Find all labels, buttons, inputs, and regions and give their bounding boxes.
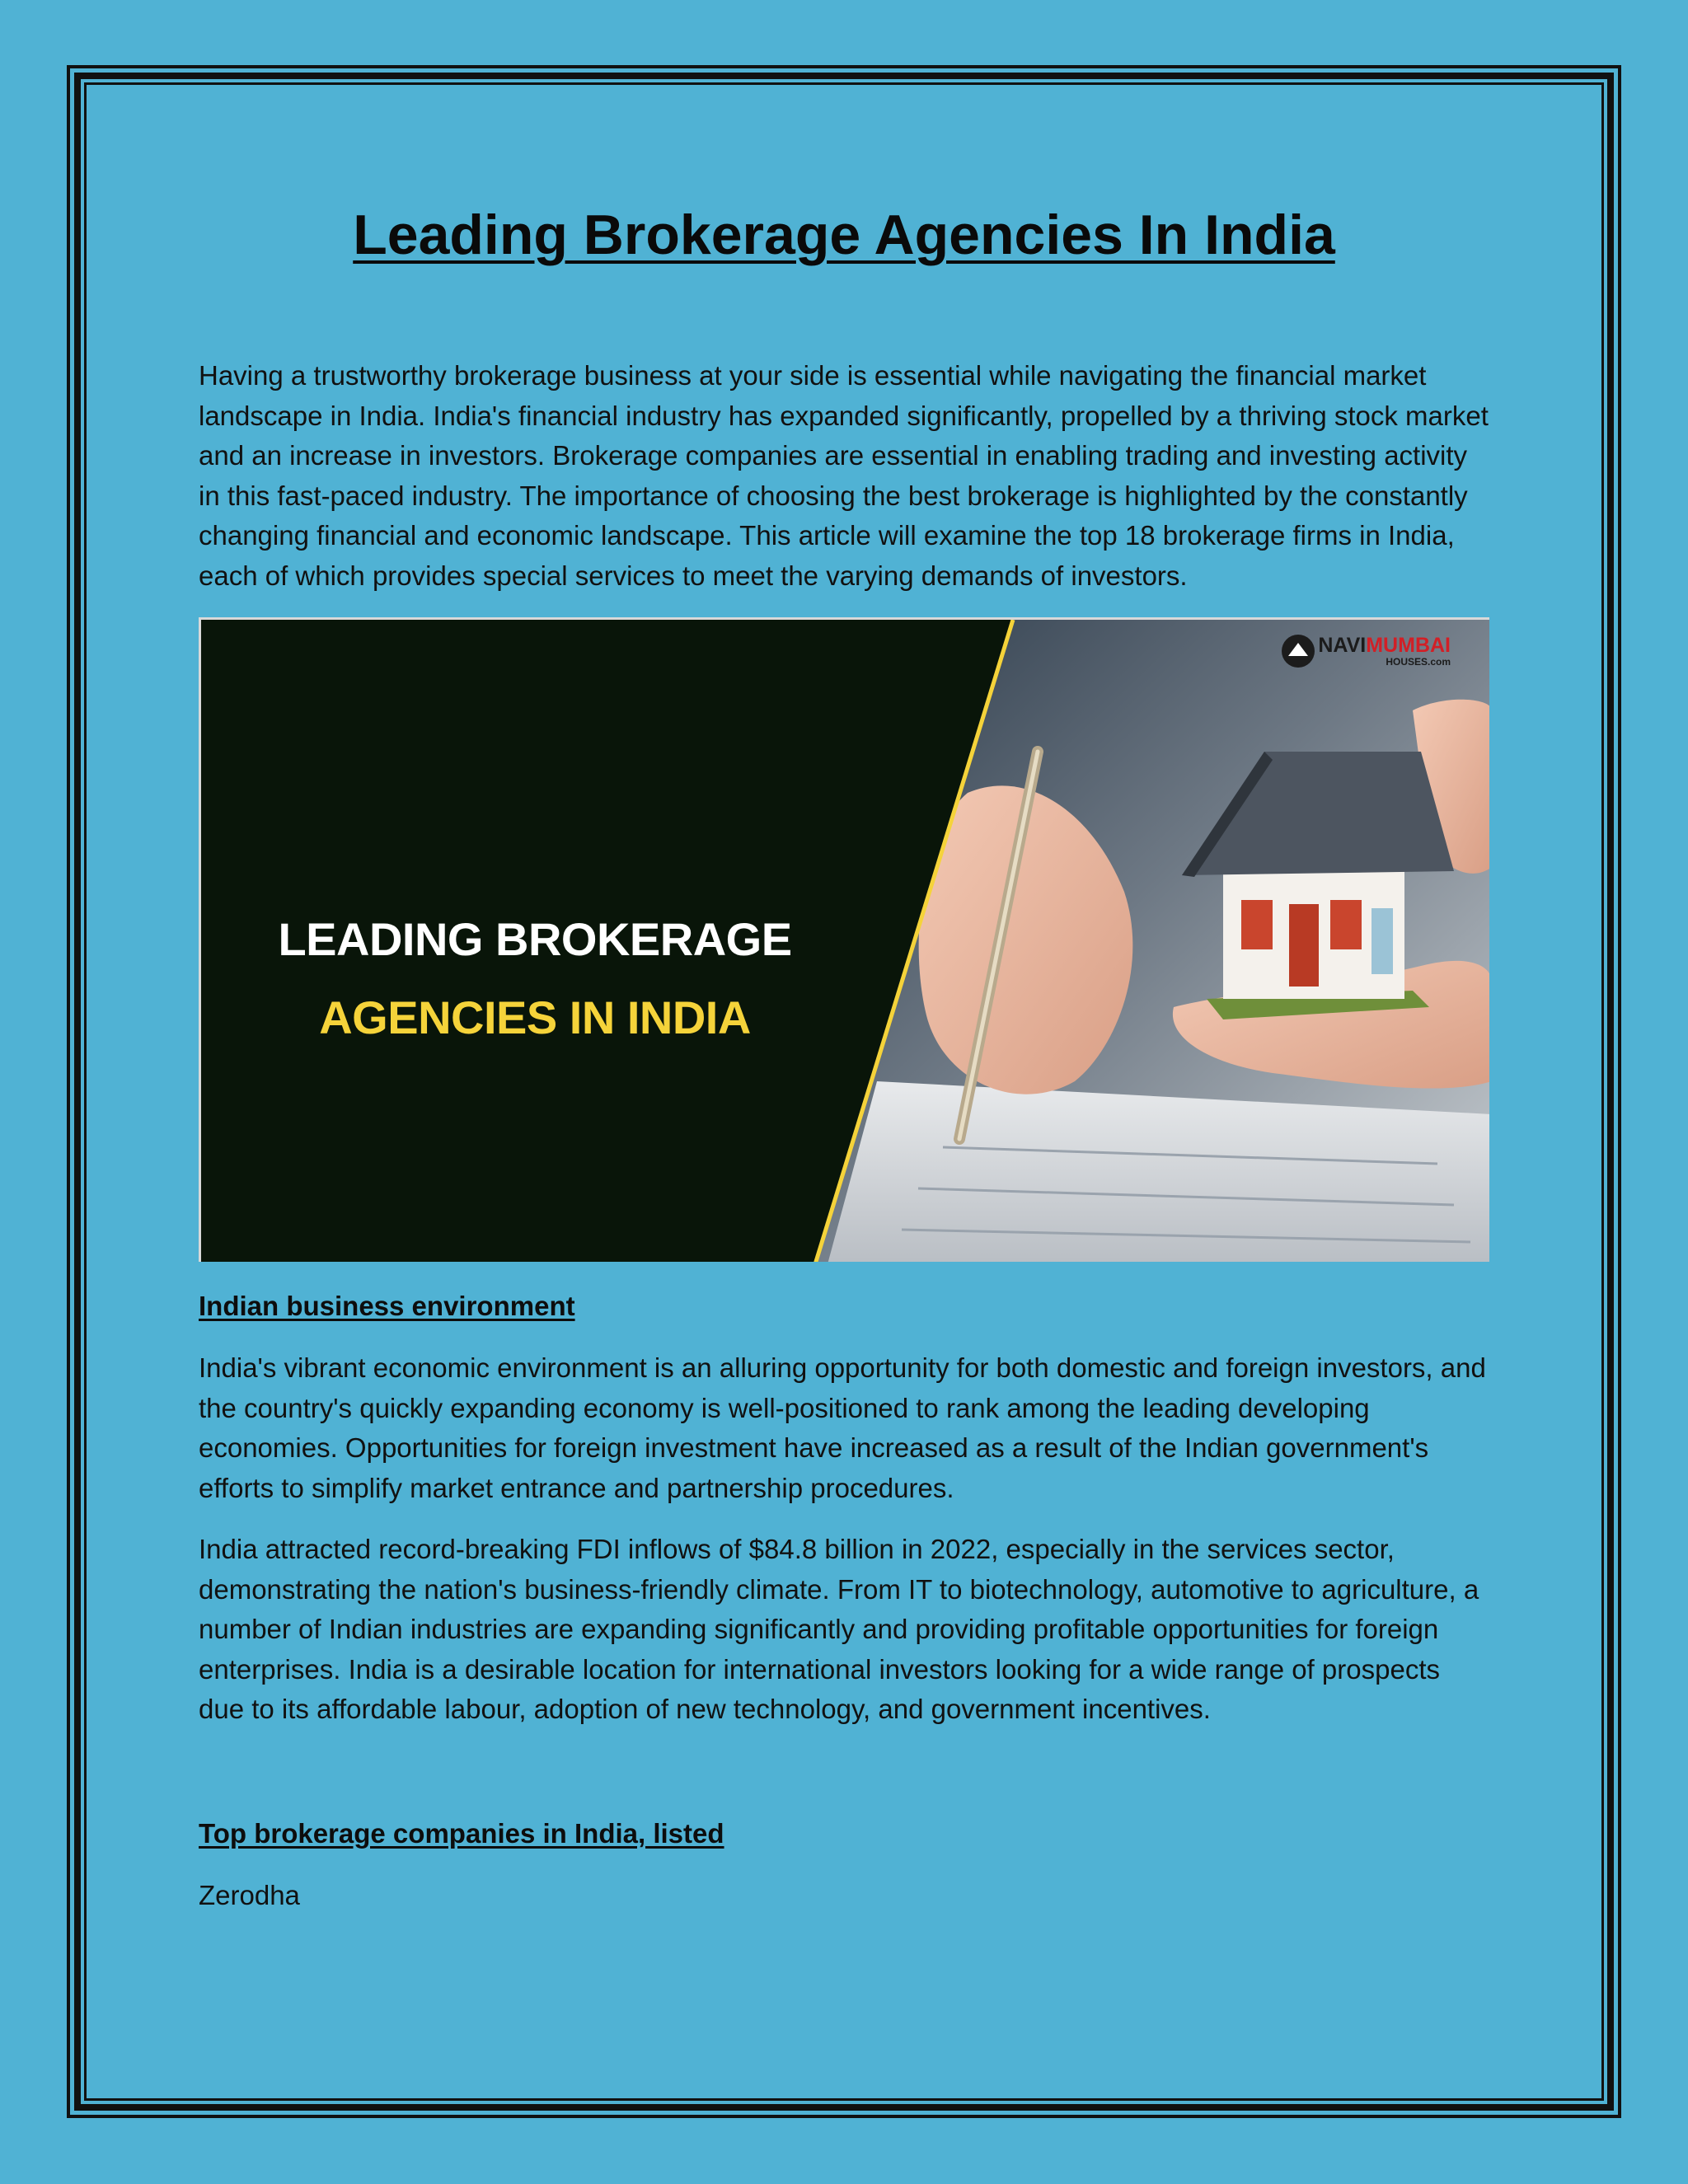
section-heading-top-brokerages: Top brokerage companies in India, listed <box>199 1817 724 1849</box>
section-heading-business-environment: Indian business environment <box>199 1291 575 1321</box>
house-window <box>1241 900 1273 949</box>
hero-headline-line1: LEADING BROKERAGE <box>278 913 792 965</box>
intro-paragraph: Having a trustworthy brokerage business at your side is essential while navigating the financial market landscape in India. India's financial industry has expanded significantly, propelled by a thriving stock market and an increase in investors. Brokerage companies are essential in enabling trading and investing activity in this fast-paced industry. The importance of choosing the best brokerage is highlighted by the constantly changing financial and economic landscape. This article will examine the top 18 brokerage firms in India, each of which provides special services to meet the varying demands of investors. <box>199 360 1489 591</box>
house-window <box>1330 900 1362 949</box>
house-door <box>1289 904 1319 987</box>
brokerage-list-item: Zerodha <box>199 1879 300 1910</box>
logo-subtext: HOUSES.com <box>1386 655 1451 668</box>
business-environment-paragraph-1: India's vibrant economic environment is an alluring opportunity for both domestic and foreign investors, and the country's quickly expanding economy is well-positioned to rank among the leading developing economies. Opportunities for foreign investment have increased as a result of the Indian government's efforts to simplify market entrance and partnership procedures. <box>199 1352 1486 1503</box>
logo-house-icon <box>1282 635 1315 668</box>
page-title: Leading Brokerage Agencies In India <box>353 204 1335 266</box>
logo-text-navi: NAVI <box>1318 633 1367 657</box>
business-environment-paragraph-2: India attracted record-breaking FDI inflows of $84.8 billion in 2022, especially in the services sector, demonstrating the nation's business-friendly climate. From IT to biotechnology, automotive to agriculture, a number of Indian industries are expanding significantly and providing profitable opportunities for foreign enterprises. India is a desirable location for international investors looking for a wide range of prospects due to its affordable labour, adoption of new technology, and government incentives. <box>199 1534 1479 1724</box>
document-content <box>199 198 1489 1915</box>
hero-image <box>199 617 1489 1262</box>
house-side-window <box>1372 908 1393 974</box>
hero-headline-line2: AGENCIES IN INDIA <box>319 991 751 1043</box>
logo-text-mumbai: MUMBAI <box>1366 633 1451 657</box>
navimumbai-logo <box>1282 635 1451 668</box>
